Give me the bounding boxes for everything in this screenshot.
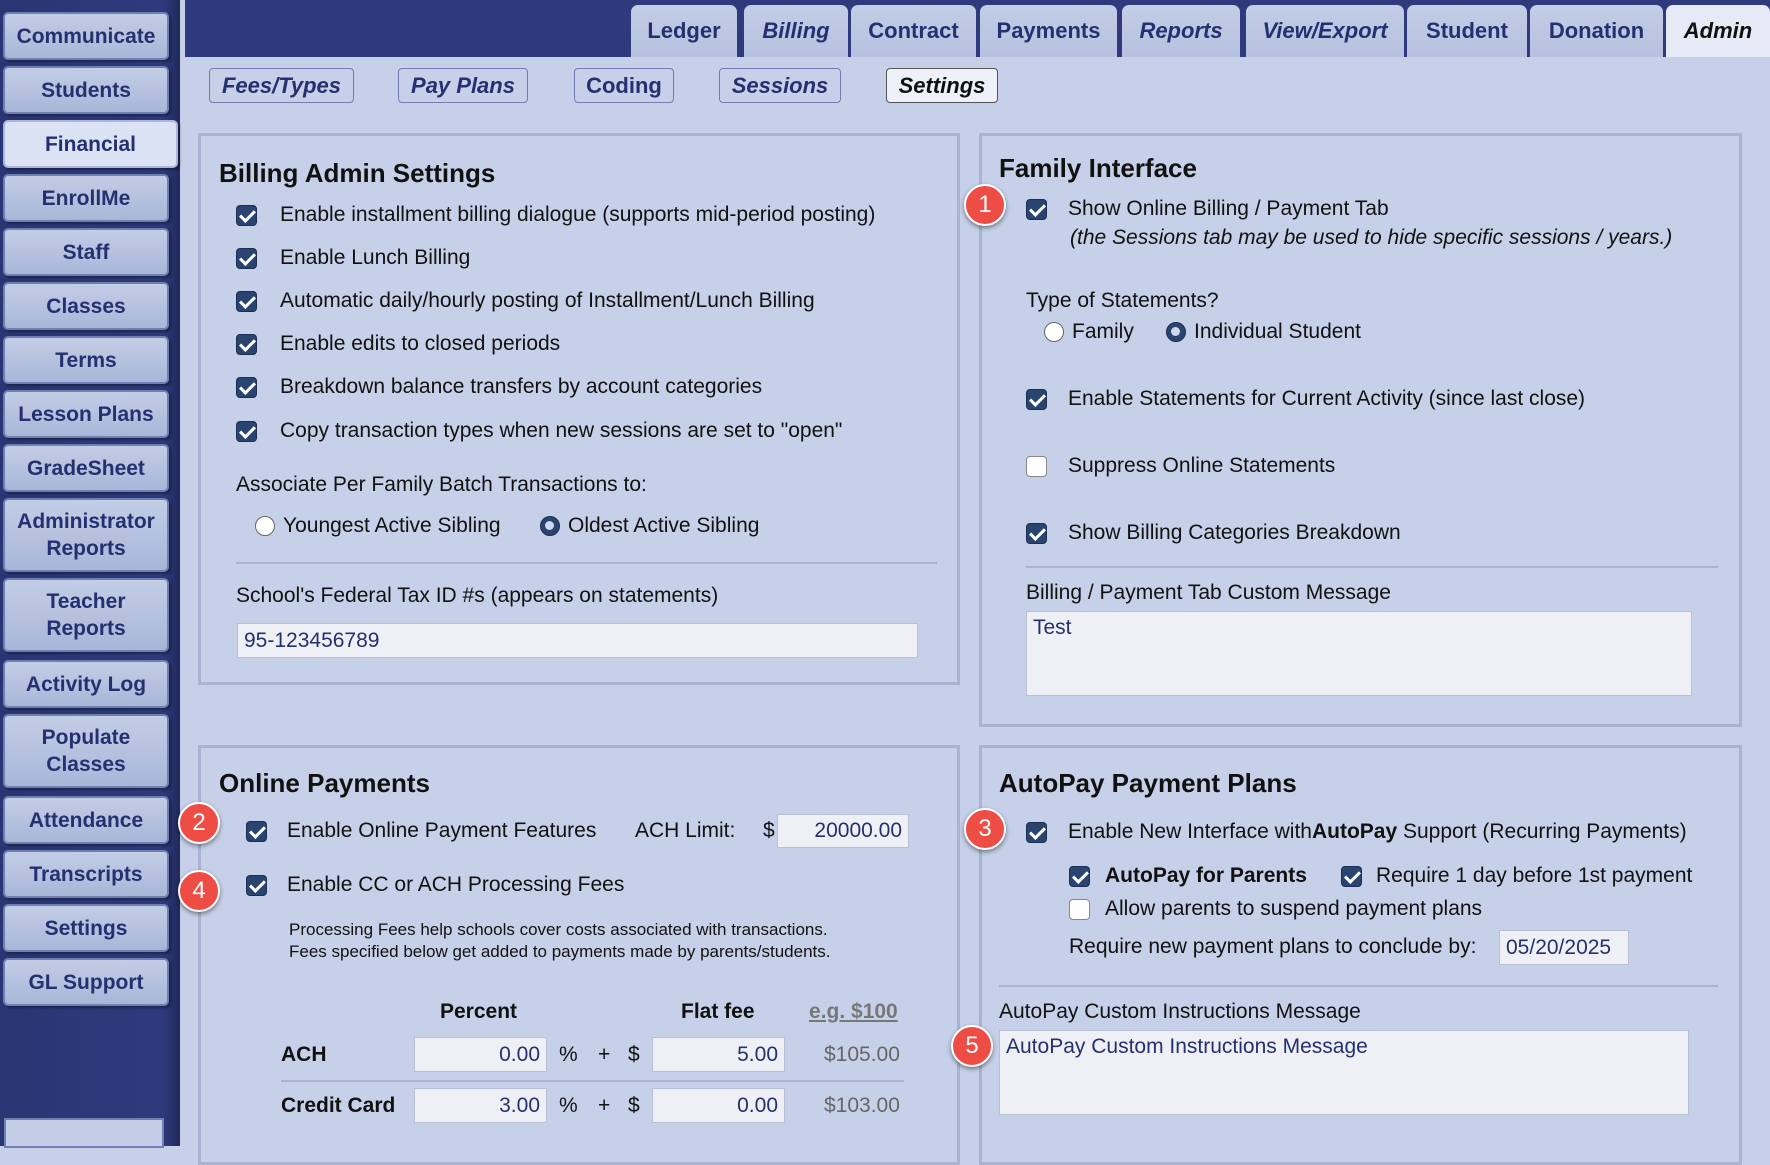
sidebar-item-label: Reports <box>46 537 126 560</box>
tab-billing[interactable] <box>744 5 848 57</box>
subtab-settings[interactable] <box>886 68 998 103</box>
lunch-billing-checkbox[interactable] <box>236 248 257 269</box>
sidebar-item-staff[interactable] <box>3 228 169 276</box>
suppress-statements-row <box>1026 454 1335 478</box>
sidebar-item-label: Lesson Plans <box>18 402 154 426</box>
statements-type-label: Type of Statements? <box>1026 289 1219 312</box>
show-categories-row <box>1026 521 1401 545</box>
sidebar-item-label: Classes <box>46 753 126 776</box>
tab-label: Donation <box>1548 18 1645 43</box>
autopay-title: AutoPay Payment Plans <box>999 768 1297 798</box>
sidebar-item-classes[interactable] <box>3 282 169 330</box>
option-label: Support (Recurring Payments) <box>1397 820 1687 843</box>
copy-types-checkbox[interactable] <box>236 421 257 442</box>
subtab-pay-plans[interactable] <box>398 68 528 103</box>
ach-percent-input[interactable]: 0.00 <box>414 1037 547 1072</box>
enable-online-payments-checkbox[interactable] <box>246 821 267 842</box>
show-online-billing-checkbox[interactable] <box>1026 199 1047 220</box>
option-label: Enable CC or ACH Processing Fees <box>287 873 625 896</box>
fee-col-example: e.g. $100 <box>809 1000 898 1023</box>
breakdown-checkbox[interactable] <box>236 377 257 398</box>
autopay-bold-label: AutoPay <box>1311 820 1398 843</box>
divider <box>281 1080 904 1082</box>
enable-statements-checkbox[interactable] <box>1026 389 1047 410</box>
fee-row-label-credit-card: Credit Card <box>281 1094 396 1117</box>
tax-id-label: School's Federal Tax ID #s (appears on statements) <box>236 584 719 607</box>
sidebar-item-gradesheet[interactable] <box>3 444 169 492</box>
dollar-sign: $ <box>628 1043 640 1066</box>
callout-badge-1: 1 <box>964 184 1006 226</box>
subtab-label: Settings <box>898 72 986 98</box>
tax-id-input[interactable]: 95-123456789 <box>237 623 918 658</box>
billing-option-closed-periods <box>236 332 560 356</box>
option-label: Enable Lunch Billing <box>280 246 471 269</box>
option-label: Enable Online Payment Features <box>287 819 597 842</box>
auto-posting-checkbox[interactable] <box>236 291 257 312</box>
option-label: Suppress Online Statements <box>1068 454 1336 477</box>
family-radio[interactable] <box>1044 322 1064 342</box>
sidebar-item-label: Activity Log <box>25 672 147 696</box>
enable-autopay-checkbox[interactable] <box>1026 822 1047 843</box>
require-day-checkbox[interactable] <box>1341 866 1362 887</box>
option-label: Enable edits to closed periods <box>280 332 561 355</box>
sidebar-item-label: Terms <box>55 348 117 372</box>
percent-sign: % <box>559 1043 578 1066</box>
sidebar-item-enrollme[interactable] <box>3 174 169 222</box>
tab-reports[interactable] <box>1122 5 1240 57</box>
individual-student-radio[interactable] <box>1166 322 1186 342</box>
ach-flat-input[interactable]: 5.00 <box>652 1037 785 1072</box>
tab-label: Payments <box>996 18 1101 43</box>
subtab-label: Fees/Types <box>221 72 342 98</box>
fees-note-line-1: Processing Fees help schools cover costs associated with transactions. <box>289 920 828 939</box>
sidebar-item-label: Reports <box>46 617 126 640</box>
divider <box>236 562 937 564</box>
enable-fees-checkbox[interactable] <box>246 875 267 896</box>
callout-badge-4: 4 <box>178 870 220 912</box>
oldest-radio[interactable] <box>540 516 560 536</box>
tab-label: Contract <box>868 18 959 43</box>
billing-option-breakdown <box>236 375 762 399</box>
tab-view-export[interactable] <box>1246 5 1404 57</box>
sidebar-item-terms[interactable] <box>3 336 169 384</box>
radio-label: Family <box>1072 320 1134 343</box>
associate-label: Associate Per Family Batch Transactions to: <box>236 473 647 496</box>
subtab-sessions[interactable] <box>719 68 841 103</box>
fee-col-percent: Percent <box>440 1000 518 1023</box>
tab-label: Admin <box>1683 18 1753 43</box>
instructions-textarea[interactable]: AutoPay Custom Instructions Message <box>999 1030 1689 1115</box>
sidebar-item-teacher-reports[interactable] <box>3 578 169 652</box>
youngest-radio[interactable] <box>255 516 275 536</box>
sidebar-item-label: GradeSheet <box>27 456 145 480</box>
autopay-parents-row <box>1069 864 1307 888</box>
tab-label: View/Export <box>1262 18 1388 43</box>
sidebar-item-label: Settings <box>44 916 128 940</box>
fees-note-line-2: Fees specified below get added to payments made by parents/students. <box>289 942 831 961</box>
autopay-parents-checkbox[interactable] <box>1069 866 1090 887</box>
sidebar-item-attendance[interactable] <box>3 796 169 844</box>
ach-example-value: $105.00 <box>824 1043 900 1066</box>
family-interface-title: Family Interface <box>999 153 1197 183</box>
instructions-label: AutoPay Custom Instructions Message <box>999 1000 1361 1023</box>
sidebar-item-label: Students <box>41 78 131 102</box>
subtab-label: Pay Plans <box>411 72 515 98</box>
tab-contract[interactable] <box>851 5 976 57</box>
cc-percent-input[interactable]: 3.00 <box>414 1088 547 1123</box>
custom-message-label: Billing / Payment Tab Custom Message <box>1026 581 1391 604</box>
billing-option-installment <box>236 203 875 227</box>
installment-checkbox[interactable] <box>236 205 257 226</box>
sidebar-item-lesson-plans[interactable] <box>3 390 169 438</box>
statement-individual-option <box>1166 320 1361 344</box>
plus-sign: + <box>598 1043 611 1066</box>
allow-suspend-checkbox[interactable] <box>1069 899 1090 920</box>
suppress-statements-checkbox[interactable] <box>1026 456 1047 477</box>
sidebar-item-label: EnrollMe <box>41 186 131 210</box>
show-categories-checkbox[interactable] <box>1026 523 1047 544</box>
dollar-sign: $ <box>628 1094 640 1117</box>
enable-fees-row <box>246 873 624 897</box>
option-label: Show Billing Categories Breakdown <box>1068 521 1401 544</box>
billing-admin-title: Billing Admin Settings <box>219 158 496 188</box>
option-label: Automatic daily/hourly posting of Installment/Lunch Billing <box>280 289 815 312</box>
show-online-billing-row <box>1026 197 1389 221</box>
option-label: Enable Statements for Current Activity (since last close) <box>1068 387 1586 410</box>
custom-message-textarea[interactable]: Test <box>1026 611 1692 696</box>
closed-periods-checkbox[interactable] <box>236 334 257 355</box>
sidebar-item-label: Teacher <box>46 590 126 613</box>
statement-family-option <box>1044 320 1134 344</box>
option-label: AutoPay for Parents <box>1105 864 1307 887</box>
sidebar-item-label: Populate <box>41 726 131 749</box>
sidebar-item-activity-log[interactable] <box>3 660 169 708</box>
radio-label: Youngest Active Sibling <box>283 514 501 537</box>
subtab-label: Sessions <box>731 72 829 98</box>
option-label: Enable New Interface with <box>1068 820 1312 843</box>
plus-sign: + <box>598 1094 611 1117</box>
tab-label: Ledger <box>647 18 721 43</box>
associate-youngest <box>255 514 501 538</box>
enable-online-payments-row <box>246 819 596 843</box>
sidebar-item-label: Communicate <box>16 24 156 48</box>
sidebar-item-gl-support[interactable] <box>3 958 169 1006</box>
option-label: Allow parents to suspend payment plans <box>1105 897 1483 920</box>
sidebar-item-populate-classes[interactable] <box>3 714 169 788</box>
option-label: Breakdown balance transfers by account categories <box>280 375 763 398</box>
tab-admin[interactable] <box>1666 5 1770 57</box>
sidebar-item-label: GL Support <box>28 970 144 994</box>
callout-badge-3: 3 <box>964 808 1006 850</box>
left-sidebar <box>0 0 180 1146</box>
tab-donation[interactable] <box>1530 5 1663 57</box>
tab-ledger[interactable] <box>631 5 737 57</box>
cc-flat-input[interactable]: 0.00 <box>652 1088 785 1123</box>
tab-label: Student <box>1426 18 1508 43</box>
radio-label: Individual Student <box>1194 320 1361 343</box>
conclude-label: Require new payment plans to conclude by: <box>1069 935 1477 958</box>
sessions-note: (the Sessions tab may be used to hide specific sessions / years.) <box>1070 226 1673 249</box>
tab-payments[interactable] <box>980 5 1117 57</box>
fee-col-flat: Flat fee <box>681 1000 755 1023</box>
sidebar-item-settings[interactable] <box>3 904 169 952</box>
option-label: Require 1 day before 1st payment <box>1376 864 1693 887</box>
ach-limit-input[interactable]: 20000.00 <box>777 814 909 848</box>
sidebar-item-financial[interactable] <box>3 120 178 168</box>
tab-label: Billing <box>762 18 830 43</box>
conclude-date-input[interactable]: 05/20/2025 <box>1499 930 1629 965</box>
divider <box>999 985 1718 987</box>
sidebar-item-label: Transcripts <box>29 862 143 886</box>
subtab-fees-types[interactable] <box>209 68 354 103</box>
sidebar-item-communicate[interactable] <box>3 12 169 60</box>
tab-label: Reports <box>1139 18 1223 43</box>
online-payments-title: Online Payments <box>219 768 430 798</box>
sidebar-item-label: Attendance <box>28 808 144 832</box>
subtab-label: Coding <box>586 72 662 98</box>
fee-row-label-ach: ACH <box>281 1043 327 1066</box>
billing-option-lunch <box>236 246 470 270</box>
percent-sign: % <box>559 1094 578 1117</box>
enable-statements-row <box>1026 387 1585 411</box>
sidebar-item-students[interactable] <box>3 66 169 114</box>
associate-oldest <box>540 514 759 538</box>
require-day-row <box>1341 864 1692 888</box>
sidebar-item-label: Staff <box>62 240 110 264</box>
sidebar-item-label: Classes <box>46 294 126 318</box>
billing-option-auto-posting <box>236 289 815 313</box>
sidebar-item-transcripts[interactable] <box>3 850 169 898</box>
tab-student[interactable] <box>1407 5 1527 57</box>
sidebar-item-administrator-reports[interactable] <box>3 498 169 572</box>
divider <box>1026 566 1718 568</box>
option-label: Enable installment billing dialogue (supports mid-period posting) <box>280 203 876 226</box>
option-label: Show Online Billing / Payment Tab <box>1068 197 1389 220</box>
subtab-coding[interactable] <box>574 68 674 103</box>
sidebar-item-label: Administrator <box>17 510 155 533</box>
callout-badge-5: 5 <box>951 1025 993 1067</box>
cc-example-value: $103.00 <box>824 1094 900 1117</box>
billing-option-copy-types <box>236 419 842 443</box>
allow-suspend-row <box>1069 897 1482 921</box>
enable-autopay-row <box>1026 820 1687 844</box>
ach-limit-label: ACH Limit: <box>635 819 736 842</box>
sidebar-item-label: Financial <box>44 132 137 156</box>
sidebar-bottom-button[interactable] <box>4 1118 164 1148</box>
radio-label: Oldest Active Sibling <box>568 514 760 537</box>
option-label: Copy transaction types when new sessions are set to "open" <box>280 419 843 442</box>
callout-badge-2: 2 <box>178 802 220 844</box>
ach-limit-currency: $ <box>763 819 775 842</box>
